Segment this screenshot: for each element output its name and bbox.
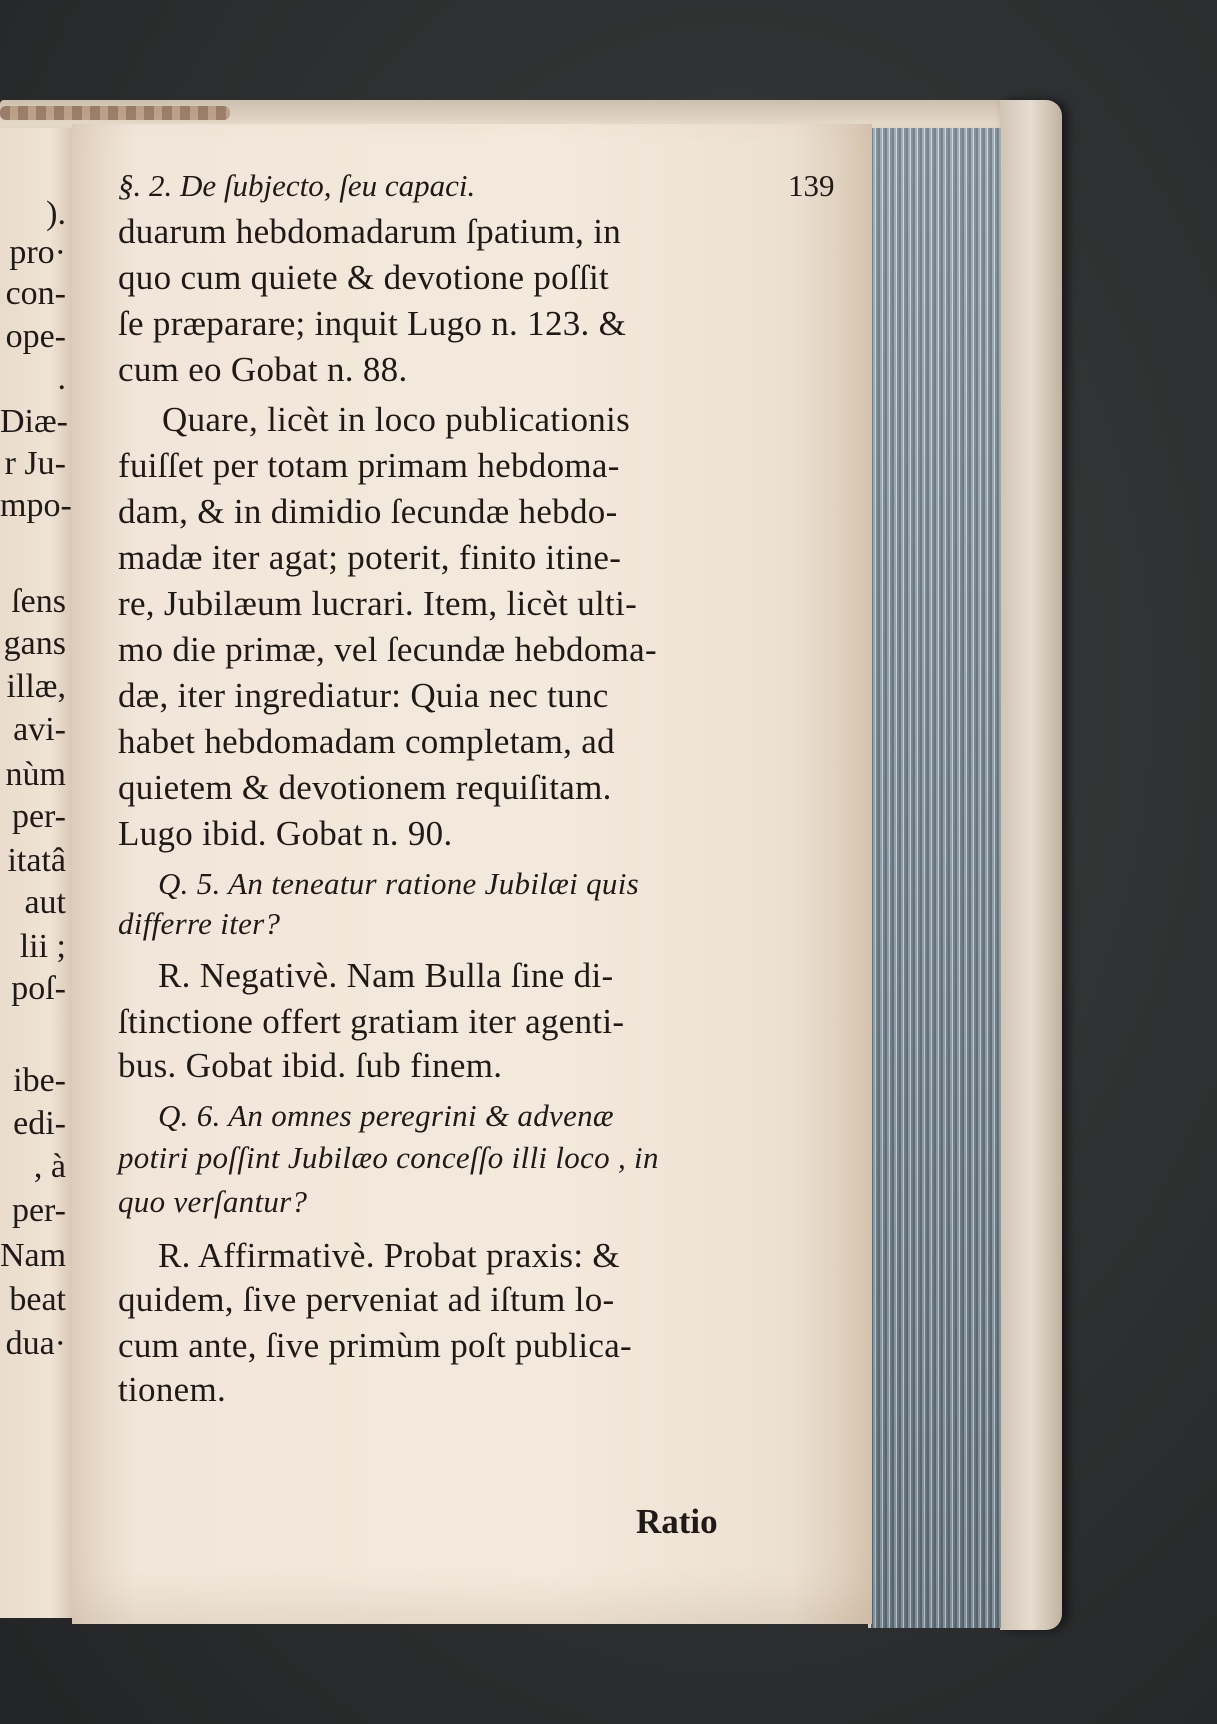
left-page-fragment: ). <box>46 195 66 232</box>
left-page-fragment: Nam <box>0 1237 67 1274</box>
left-page-fragment: nùm <box>5 756 66 793</box>
page-block-edges <box>868 128 1001 1628</box>
running-title: §. 2. De ſubjecto, ſeu capaci. <box>118 168 476 203</box>
left-page-fragment: mpo- <box>0 487 72 524</box>
left-page-fragment: aut <box>24 884 66 921</box>
left-page-fragment: beat <box>9 1281 66 1318</box>
left-page-fragment: ibe- <box>13 1062 66 1099</box>
left-page-fragment: r Ju- <box>4 445 66 482</box>
left-page-fragment: , à <box>33 1148 66 1185</box>
text-line: Quare, licèt in loco publicationis <box>162 400 630 439</box>
left-page-fragment: lii ; <box>19 928 66 965</box>
text-line: Lugo ibid. Gobat n. 90. <box>118 814 453 853</box>
text-line: quo verſantur? <box>118 1184 308 1219</box>
left-page-fragment: ſens <box>11 583 66 620</box>
text-line: bus. Gobat ibid. ſub finem. <box>118 1046 503 1085</box>
text-line: differre iter? <box>118 906 281 941</box>
text-line: cum ante, ſive primùm poſt publica- <box>118 1326 632 1365</box>
left-page-fragment: . <box>57 360 66 397</box>
left-page-fragment: pro· <box>9 234 66 271</box>
text-line: ſe præparare; inquit Lugo n. 123. & <box>118 304 627 343</box>
text-line: habet hebdomadam completam, ad <box>118 722 615 761</box>
left-page-fragment: illæ, <box>6 668 66 705</box>
text-line: quidem, ſive perveniat ad iſtum lo- <box>118 1280 615 1319</box>
text-line: ſtinctione offert gratiam iter agenti- <box>118 1002 625 1041</box>
text-line: R. Affirmativè. Probat praxis: & <box>158 1236 620 1275</box>
text-line: tionem. <box>118 1370 227 1409</box>
text-line: quietem & devotionem requiſitam. <box>118 768 612 807</box>
spine-thread <box>0 106 230 120</box>
text-line: cum eo Gobat n. 88. <box>118 350 408 389</box>
left-page-fragment: per- <box>11 798 66 835</box>
left-page-fragment: avi- <box>13 711 66 748</box>
text-line: potiri poſſint Jubilæo conceſſo illi loco , in <box>118 1140 659 1175</box>
running-header <box>118 168 835 204</box>
text-line: fuiſſet per totam primam hebdoma- <box>118 446 620 485</box>
left-page-fragment: ope- <box>5 318 66 355</box>
left-page-fragment: Diæ- <box>0 403 68 440</box>
text-line: madæ iter agat; poterit, finito itine- <box>118 538 622 577</box>
left-page-fragment: edi- <box>13 1105 66 1142</box>
text-line: dæ, iter ingrediatur: Quia nec tunc <box>118 676 609 715</box>
left-page-fragment: per- <box>11 1192 66 1229</box>
text-line: re, Jubilæum lucrari. Item, licèt ulti- <box>118 584 638 623</box>
text-line: R. Negativè. Nam Bulla ſine di- <box>158 956 614 995</box>
text-line: mo die primæ, vel ſecundæ hebdoma- <box>118 630 657 669</box>
catchword: Ratio <box>636 1502 718 1541</box>
text-line: duarum hebdomadarum ſpatium, in <box>118 212 622 251</box>
left-page-fragment: gans <box>3 625 66 662</box>
text-line: quo cum quiete & devotione poſſit <box>118 258 610 297</box>
left-page-fragment: con- <box>5 275 66 312</box>
left-page-fragment: itatâ <box>7 842 66 879</box>
text-line: Q. 6. An omnes peregrini & advenæ <box>158 1098 614 1133</box>
book-cover-edge <box>1000 100 1062 1630</box>
page-number: 139 <box>788 168 835 203</box>
text-line: Q. 5. An teneatur ratione Jubilæi quis <box>158 866 639 901</box>
left-page-fragment: poſ- <box>11 970 66 1007</box>
text-line: dam, & in dimidio ſecundæ hebdo- <box>118 492 618 531</box>
left-page-fragment: dua· <box>5 1325 66 1362</box>
